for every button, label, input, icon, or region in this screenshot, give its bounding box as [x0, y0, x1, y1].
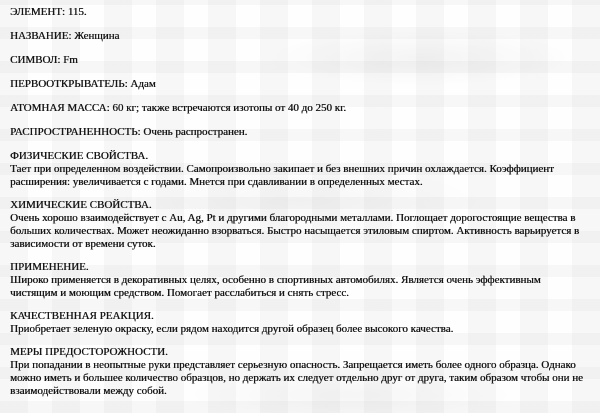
section-application-heading: ПРИМЕНЕНИЕ.	[10, 261, 89, 273]
field-discoverer	[10, 78, 590, 91]
section-chemical-properties-body: Очень хорошо взаимодействует с Au, Ag, Pt и другими благородными металлами. Поглощает дорогостоящие вещества в больших количествах. Может неожиданно взорваться. Быстро насыщается этиловым спиртом. Активность варьируется в зависимости от времени суток.	[10, 212, 580, 250]
field-element-label: ЭЛЕМЕНТ:	[10, 6, 65, 18]
field-symbol-value: Fm	[63, 54, 78, 66]
section-physical-properties	[10, 150, 588, 189]
section-chemical-properties	[10, 199, 588, 251]
field-discoverer-value: Адам	[130, 78, 156, 90]
field-element-value: 115.	[67, 6, 87, 18]
field-element	[10, 6, 590, 19]
section-precautions-body: При попадании в неопытные руки представляет серьезную опасность. Запрещается иметь более одного образца. Однако можно иметь и большее количество образцов, но держать их следует отдельно друг от друга, таким образом чтобы они не взаимодействовали между собой.	[10, 359, 583, 397]
section-application	[10, 261, 588, 300]
field-symbol-label: СИМВОЛ:	[10, 54, 61, 66]
section-qualitative-reaction-body: Приобретает зеленую окраску, если рядом находится другой образец более высокого качества.	[10, 323, 454, 335]
field-abundance-value: Очень распространен.	[143, 126, 248, 138]
section-application-body: Широко применяется в декоративных целях, особенно в спортивных автомобилях. Является очень эффективным чистящим и моющим средством. Помогает расслабиться и снять стресс.	[10, 274, 541, 299]
field-atomic-mass-value: 60 кг; также встречаются изотопы от 40 до 250 кг.	[112, 102, 346, 114]
field-symbol	[10, 54, 590, 67]
field-atomic-mass	[10, 102, 590, 115]
field-abundance-label: РАСПРОСТРАНЕННОСТЬ:	[10, 126, 141, 138]
section-chemical-properties-heading: ХИМИЧЕСКИЕ СВОЙСТВА.	[10, 199, 152, 211]
field-discoverer-label: ПЕРВООТКРЫВАТЕЛЬ:	[10, 78, 128, 90]
section-qualitative-reaction	[10, 310, 588, 336]
field-name-label: НАЗВАНИЕ:	[10, 30, 72, 42]
section-physical-properties-body: Тает при определенном воздействии. Самопроизвольно закипает и без внешних причин охлаждается. Коэффициент расширения: увеличивается с годами. Мнется при сдавливании в определенных местах.	[10, 163, 554, 188]
section-physical-properties-heading: ФИЗИЧЕСКИЕ СВОЙСТВА.	[10, 150, 148, 162]
section-precautions-heading: МЕРЫ ПРЕДОСТОРОЖНОСТИ.	[10, 346, 168, 358]
field-name	[10, 30, 590, 43]
section-precautions	[10, 346, 588, 398]
field-name-value: Женщина	[74, 30, 120, 42]
section-qualitative-reaction-heading: КАЧЕСТВЕННАЯ РЕАКЦИЯ.	[10, 310, 154, 322]
field-atomic-mass-label: АТОМНАЯ МАССА:	[10, 102, 110, 114]
field-abundance	[10, 126, 590, 139]
